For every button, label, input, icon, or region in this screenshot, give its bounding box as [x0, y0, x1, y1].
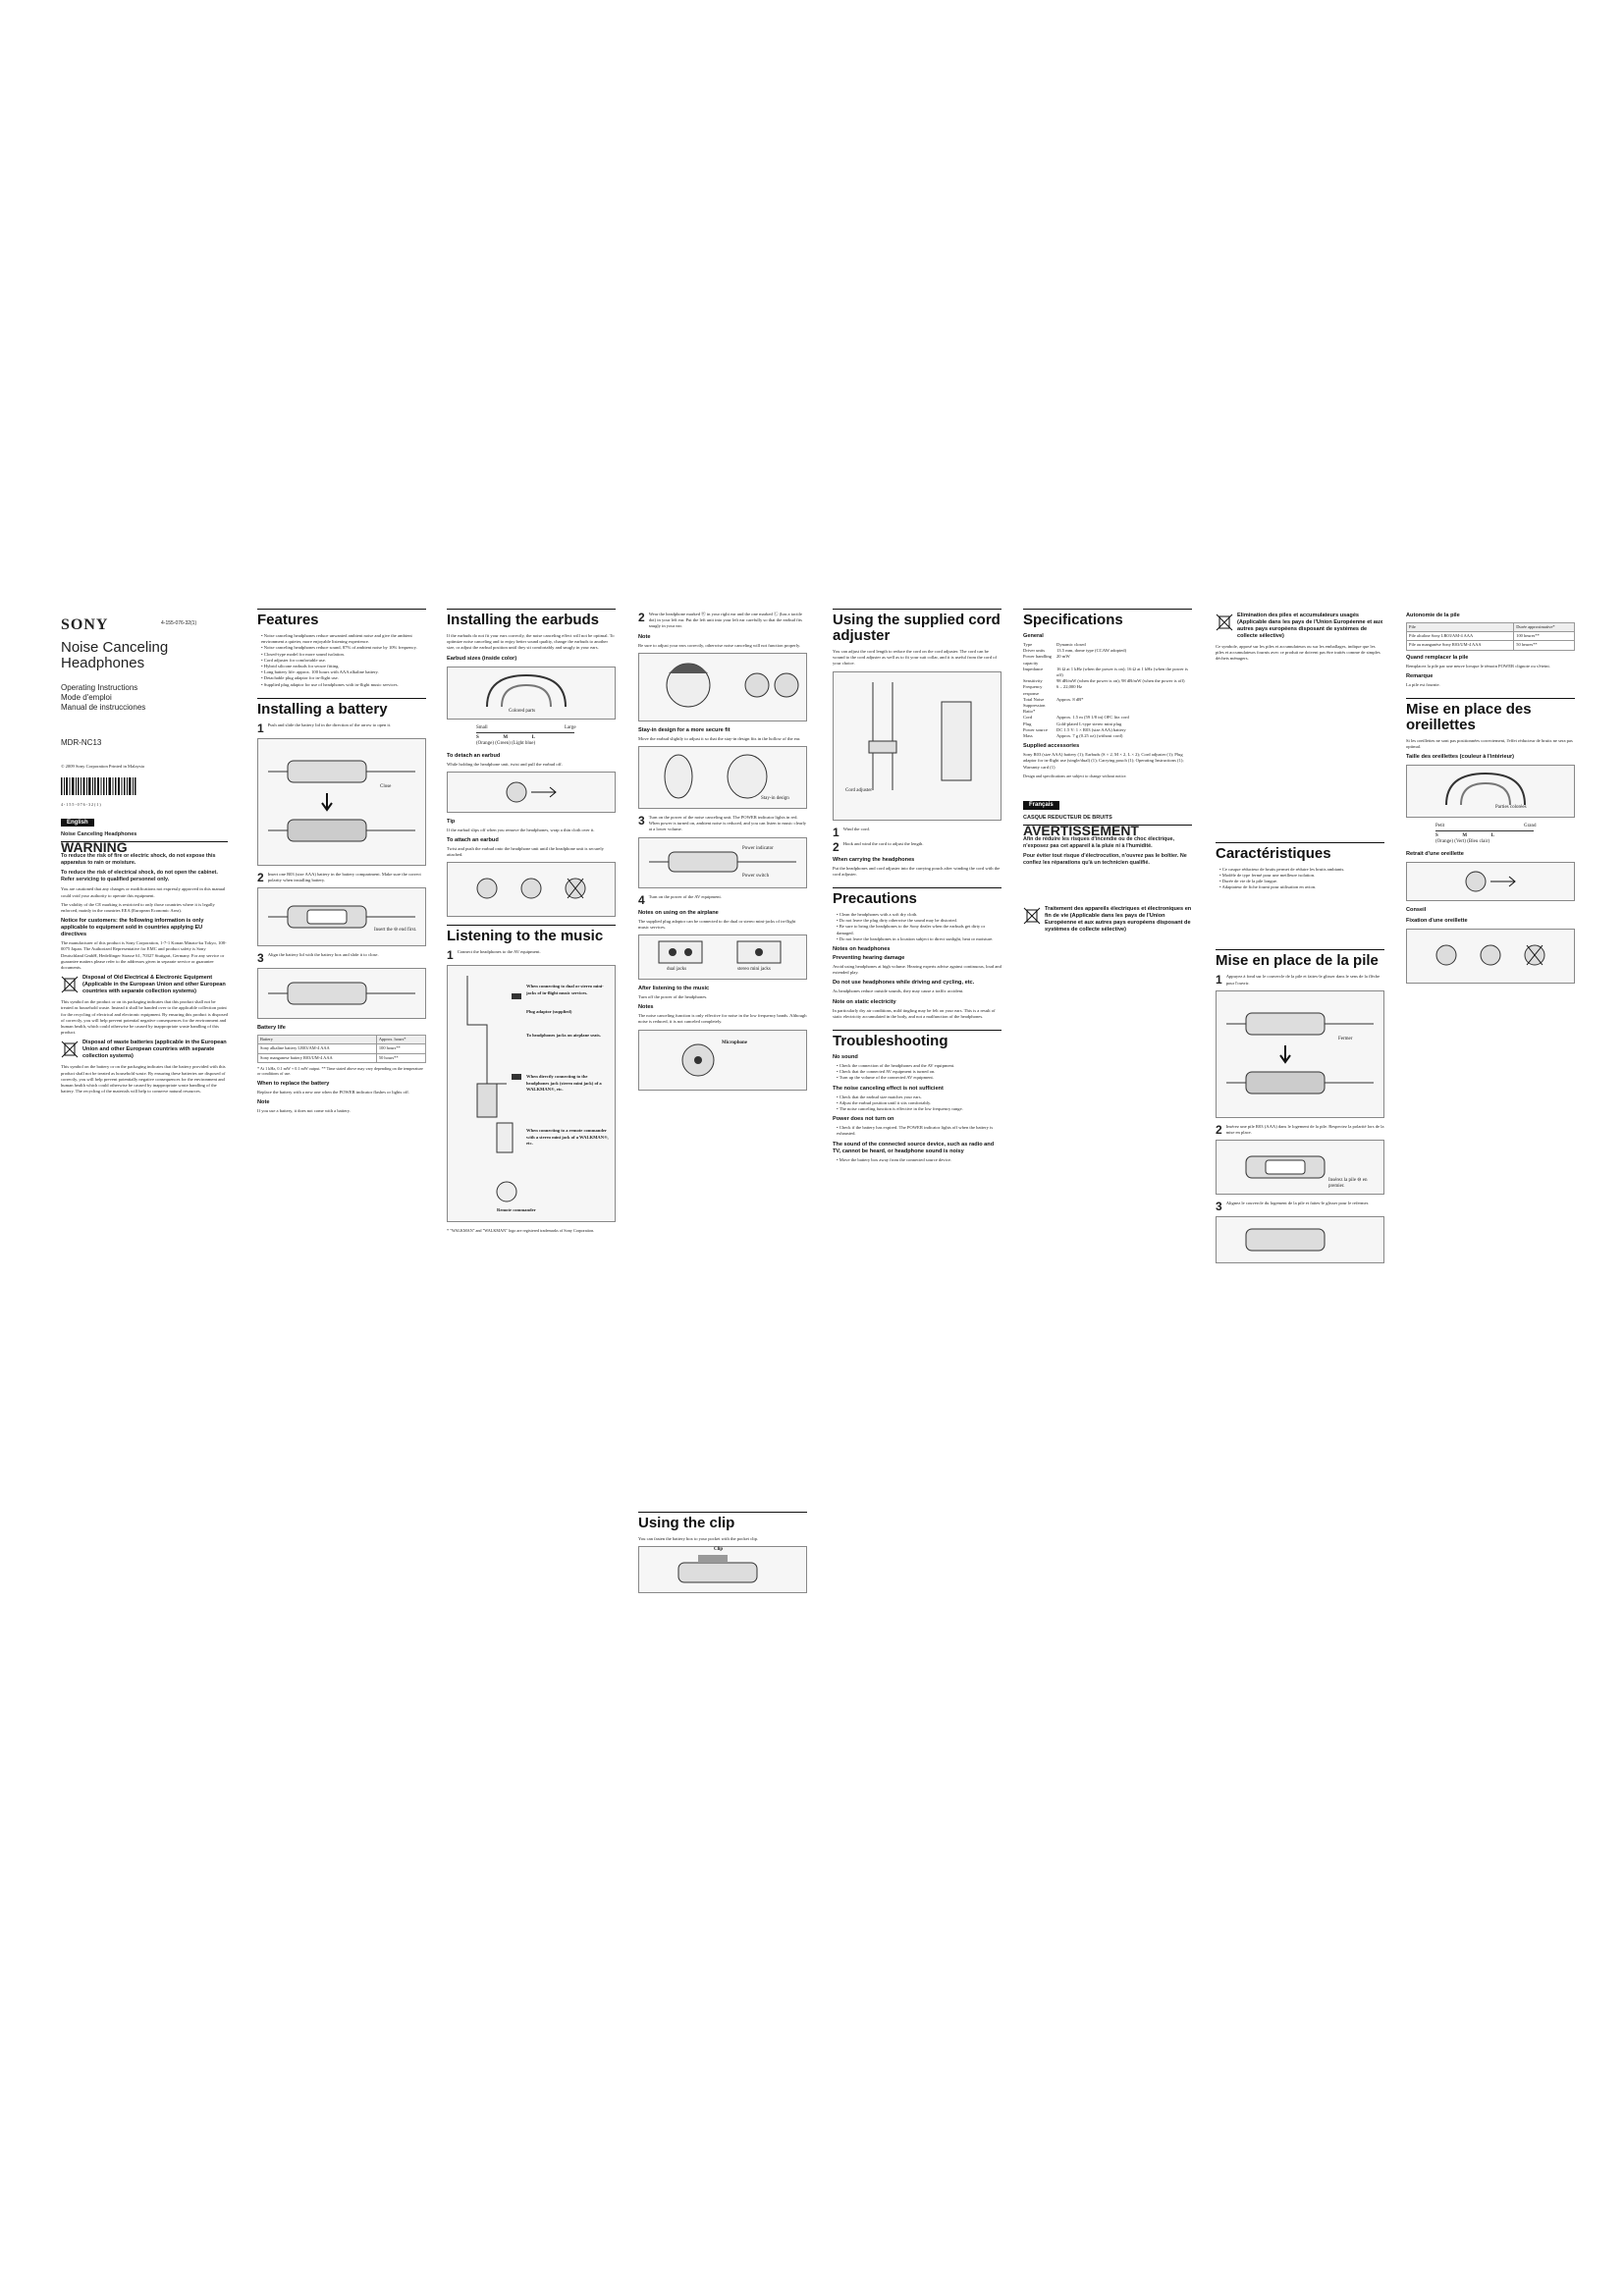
- carry-head: When carrying the headphones: [833, 856, 915, 863]
- trouble-item: • Check that the connected AV equipment is turned on.: [837, 1069, 1001, 1075]
- hearing-sub: Preventing hearing damage: [833, 955, 905, 962]
- supplied-body: Sony R03 (size AAA) battery (1); Earbuds (S × 2, M × 2, L × 2); Cord adjuster (1); Plug adaptor for in-flight use (single/dual) (1); Carrying pouch (1); Operating Instructions (1); Warranty card (1): [1023, 752, 1184, 770]
- cord-adjuster-label: Cord adjuster: [845, 787, 873, 793]
- fr-warning-title: AVERTISSEMENT: [1023, 825, 1192, 833]
- fr-bin-body: Ce symbole, apposé sur les piles et accumulateurs ou sur les emballages, indique que les piles et accumulateurs fournis avec ce produit ne doivent pas être traités comme de simples déchets ménagers.: [1216, 644, 1380, 662]
- crossed-battery-bin-icon: [61, 1040, 79, 1059]
- table-cell: Sony manganese battery R03/UM-4 AAA: [258, 1053, 377, 1062]
- feature-item: • Hybrid silicone earbuds for secure fitting.: [261, 664, 426, 669]
- fr-size-colors: (Orange) (Vert) (Bleu clair): [1435, 839, 1490, 845]
- trouble-item: • Move the battery box away from the connected source device.: [837, 1157, 1001, 1163]
- clip-body: You can fasten the battery box to your pocket with the pocket clip.: [638, 1536, 759, 1541]
- features-column: Features • Noise canceling headphones reduce unwanted ambient noise and give the ambient environment a quieter, more enjoyable listening experience. • Noise canceling headphones reduce sound, 87% of ambient noise by 10% frequency. • Closed-type model for more sound isolation. • Cord adjuster for comfortable use. • Hybrid silicone earbuds for secure fitting. • Long battery life: approx. 100 hours with AAA alkaline battery. • Detachable plug adaptor for in-flight use. • Supplied plug adaptor for use of headphones with in-flight music services. Installing a battery 1 Push and slide the battery lid in the direction of the arrow to open it. Close 2 Insert one R03 (size AAA) battery in the battery compartment. Make sure the correct polarity when installing battery. Insert the ⊖ end first. 3 Align the battery lid with the battery box and slide it to close. Battery life Battery Approx. hours* Sony alkaline battery LR03/AM-4 AAA 100 hours** Sony manganese battery R03/UM-4 AAA 50 hours** * At 1 kHz, 0.1 mW + 0.1 mW output. ** Time stated above may vary depending on the temperature or conditions of use. When to replace the battery Replace the battery with a new one when the POWER indicator flashes or lights off. Note If you use a battery, it does not come with a battery.: [257, 609, 426, 1117]
- fr-earbuds-column: [1406, 609, 1575, 989]
- connection-illustration: [447, 965, 616, 1222]
- wear-step-2: Wear the headphone marked Ⓡ in your right ear and the one marked Ⓛ (has a tactile dot) in your left ear. Put the left unit into your left ear carefully so that the earbud fits snugly in your ear.: [648, 612, 802, 629]
- table-header: Battery: [258, 1036, 377, 1044]
- crossed-bin-icon: [1023, 906, 1041, 926]
- power-switch-illustration: [638, 837, 807, 888]
- size-small-label: Small: [476, 724, 488, 730]
- supplied-head: Supplied accessories: [1023, 743, 1080, 750]
- power-head: Power does not turn on: [833, 1116, 894, 1123]
- detach-illustration: [447, 772, 616, 813]
- size-l: L: [1490, 833, 1494, 839]
- doc-heading: Noise Canceling Headphones: [61, 831, 137, 838]
- fr-step-2: Insérez une pile R03 (AAA) dans le logement de la pile. Respectez la polarité lors de la mise en place.: [1225, 1123, 1384, 1136]
- replace-body: Replace the battery with a new one when the POWER indicator flashes or lights off.: [257, 1089, 409, 1095]
- trouble-item: • Check that the earbud size matches your ears.: [837, 1095, 1001, 1100]
- size-s: S: [1435, 833, 1438, 839]
- feature-item: • Noise canceling headphones reduce sound, 87% of ambient noise by 10% frequency.: [261, 645, 426, 651]
- size-m: M: [1462, 833, 1468, 839]
- spec-row: Plug Gold-plated L-type stereo mini plug: [1023, 721, 1122, 726]
- wear-note-body: Be sure to adjust your ears correctly, otherwise noise canceling will not function properly.: [638, 642, 801, 648]
- notes-head: Notes: [638, 1004, 654, 1011]
- feature-item: • Supplied plug adaptor for use of headphones with in-flight music services.: [261, 682, 426, 688]
- airplane-head: Notes on using on the airplane: [638, 909, 719, 916]
- fr-warning-1: Afin de réduire les risques d'incendie ou de choc électrique, n'exposez pas cet appareil à la pluie ni à l'humidité.: [1023, 835, 1175, 849]
- cover-column: [61, 609, 228, 1097]
- eu-notice-head: Notice for customers: the following information is only applicable to equipment sold in countries applying EU directives: [61, 918, 204, 938]
- fr-step-1: Appuyez à fond sur le couvercle de la pile et faites-le glisser dans le sens de la flèche pour l'ouvrir.: [1225, 974, 1380, 986]
- ce-text: The validity of the CE marking is restricted to only those countries where it is legally enforced, mainly in the countries EEA (European Economic Area).: [61, 901, 215, 914]
- spec-row: Sensitivity 98 dB/mW (when the power is on); 98 dB/mW (when the power is off): [1023, 678, 1185, 684]
- battery-notes: * At 1 kHz, 0.1 mW + 0.1 mW output. ** Time stated above may vary depending on the temperature or conditions of use.: [257, 1065, 423, 1077]
- size-l: L: [531, 734, 535, 740]
- battery-life-head: Battery life: [257, 1025, 286, 1032]
- battery-step-3: Align the battery lid with the battery box and slide it to close.: [267, 952, 379, 958]
- subtitle-fr: Mode d'emploi: [61, 693, 112, 702]
- lang-tag-english: English: [61, 819, 94, 827]
- microphone-label: Microphone: [722, 1040, 748, 1045]
- earbud-sizes-head: Earbud sizes (inside color): [447, 655, 517, 662]
- stay-in-body: Move the earbud slightly to adjust it so that the stay-in design fits in the hollow of the ear.: [638, 735, 801, 741]
- fr-feature-item: • Durée de vie de la pile longue.: [1219, 879, 1384, 884]
- crossed-bin-icon: [61, 975, 79, 994]
- fr-colored-parts-label: Parties colorées: [1495, 805, 1527, 811]
- spec-row: Power source DC 1.5 V: 1 × R03 (size AAA) battery: [1023, 726, 1126, 732]
- precaution-item: • Be sure to bring the headphones to the Sony dealer when the earbuds get dirty or damaged.: [837, 924, 1001, 935]
- battery-open-illustration: [257, 738, 426, 866]
- fr-attach-illustration: [1406, 929, 1575, 984]
- install-battery-title: Installing a battery: [257, 698, 426, 718]
- listening-step-1: Connect the headphones to the AV equipment.: [457, 949, 541, 955]
- fr-feature-item: • Adaptateur de fiche fourni pour utilisation en avion.: [1219, 884, 1384, 890]
- battery-disposal-body: This symbol on the battery or on the packaging indicates that the battery provided with this product shall not be treated as household waste. By ensuring these batteries are disposed of correctly, you will help prevent potentially negative consequences for the environment and human health which could otherwise be caused by inappropriate waste handling of the battery. The recycling of the materials will help to conserve natural resources.: [61, 1064, 226, 1095]
- fr-earbuds-body: Si les oreillettes ne sont pas positionnées correctement, l'effet réducteur de bruits ne sera pas optimal.: [1406, 738, 1573, 750]
- warning-2: To reduce the risk of electrical shock, do not open the cabinet. Refer servicing to qualified personnel only.: [61, 870, 218, 883]
- table-header: Pile: [1407, 623, 1514, 632]
- stay-in-label: Stay-in design: [761, 796, 789, 802]
- fr-features-title: Caractéristiques: [1216, 842, 1384, 862]
- detach-body: While holding the headphone unit, twist and pull the earbud off.: [447, 761, 563, 767]
- feature-item: • Cord adjuster for comfortable use.: [261, 658, 426, 664]
- cord-step-1: Wind the cord.: [842, 826, 870, 831]
- table-row: [1407, 641, 1575, 650]
- size-s: S: [476, 734, 479, 740]
- fr-battery-life-table: [1406, 622, 1575, 651]
- fr-earbuds-title: Mise en place des oreillettes: [1406, 698, 1575, 733]
- warning-1: To reduce the risk of fire or electric shock, do not expose this apparatus to rain or moisture.: [61, 853, 216, 867]
- fr-feature-item: • Modèle de type fermé pour une meilleure isolation.: [1219, 873, 1384, 879]
- airplane-body: The supplied plug adaptor can be connected to the dual or stereo mini-jacks of in-flight music services.: [638, 918, 796, 930]
- precautions-title: Precautions: [833, 887, 1001, 907]
- earbud-sizes-illustration: [447, 667, 616, 720]
- fr-bin-head: Elimination des piles et accumulateurs usagés (Applicable dans les pays de l'Union Européenne et aux autres pays européens disposant de systèmes de collecte sélective): [1237, 613, 1383, 639]
- power-indicator-label: Power indicator: [742, 845, 774, 851]
- dual-jacks-label: dual jacks: [667, 967, 687, 973]
- fr-earbud-size-scale: [1406, 824, 1575, 847]
- earbuds-title: Installing the earbuds: [447, 609, 616, 628]
- wear-step-4: Turn on the power of the AV equipment.: [648, 893, 722, 899]
- spec-row: Total Noise Suppression Ratio* Approx. 8 dB*: [1023, 696, 1084, 715]
- wear-column: 2 Wear the headphone marked Ⓡ in your right ear and the one marked Ⓛ (has a tactile dot) in your left ear. Put the left unit into your left ear carefully so that the earbud fits snugly in your ear. Note Be sure to adjust your ears correctly, otherwise noise canceling will not function properly. Stay-in design for a more secure fit Move the earbud slightly to adjust it so that the stay-in design fits in the hollow of the ear. Stay-in design 3 Turn on the power of the noise canceling unit. The POWER indicator lights in red. When power is turned on, ambient noise is reduced, and you can listen to music clearly at a lower volume. Power indicator Power switch 4 Turn on the power of the AV equipment. Notes on using on the airplane The supplied plug adaptor can be connected to the dual or stereo mini-jacks of in-flight music services. dual jacks stereo mini jacks After listening to the music Turn off the power of the headphones. Notes The noise canceling function is only effective for noise in the low frequency bands. Although noise is reduced, it is not canceled completely. Microphone: [638, 609, 807, 1096]
- table-cell: 50 hours**: [376, 1053, 425, 1062]
- fr-battery-insert-illustration: [1216, 1140, 1384, 1195]
- tip-body: If the earbud slips off when you remove the headphones, wrap a thin cloth over it.: [447, 827, 595, 832]
- warning-body: You are cautioned that any changes or modifications not expressly approved in this manual could void your authority to operate this equipment.: [61, 886, 226, 898]
- fr-eee-head: Traitement des appareils électriques et électroniques en fin de vie (Applicable dans les pays de l'Union Européenne et aux autres pays européens disposant de systèmes de collecte sélective): [1045, 905, 1192, 933]
- dual-label: When connecting to dual or stereo mini-jacks of in-flight music services.: [526, 984, 604, 995]
- driving-body: As headphones reduce outside sounds, they may cause a traffic accident.: [833, 988, 964, 994]
- fr-detach-head: Retrait d'une oreillette: [1406, 851, 1464, 858]
- wear-step-3: Turn on the power of the noise canceling unit. The POWER indicator lights in red. When power is turned on, ambient noise is reduced, and you can listen to music clearly at a lower volume.: [648, 815, 807, 832]
- table-header: Approx. hours*: [376, 1036, 425, 1044]
- trouble-item: • Turn up the volume of the connected AV equipment.: [837, 1075, 1001, 1081]
- fr-battery-column: Elimination des piles et accumulateurs usagés (Applicable dans les pays de l'Union Européenne et aux autres pays européens disposant de systèmes de collecte sélective) Ce symbole, apposé sur les piles et accumulateurs ou sur les emballages, indique que les piles et accumulateurs fournis avec ce produit ne doivent pas être traités comme de simples déchets ménagers. Caractéristiques • Ce casque réducteur de bruits permet de réduire les bruits ambiants. • Modèle de type fermé pour une meilleure isolation. • Durée de vie de la pile longue. • Adaptateur de fiche fourni pour utilisation en avion. Mise en place de la pile 1 Appuyez à fond sur le couvercle de la pile et faites-le glisser dans le sens de la flèche pour l'ouvrir. Fermer 2 Insérez une pile R03 (AAA) dans le logement de la pile. Respectez la polarité lors de la mise en place. Insérez la pile ⊖ en premier. 3 Alignez le couvercle du logement de la pile et faites-le glisser pour le refermer.: [1216, 609, 1384, 1269]
- spec-row: Driver units 13.5 mm, dome type (CCAW adopted): [1023, 648, 1127, 654]
- fr-feature-item: • Ce casque réducteur de bruits permet de réduire les bruits ambiants.: [1219, 867, 1384, 873]
- battery-insert-illustration: [257, 887, 426, 946]
- sound-head: The sound of the connected source device, such as radio and TV, cannot be heard, or headphone sound is noisy: [833, 1141, 995, 1154]
- close-label: Close: [380, 783, 392, 789]
- product-title: Noise Canceling Headphones: [61, 639, 169, 671]
- stereo-mini-label: stereo mini jacks: [737, 967, 771, 973]
- clip-title: Using the clip: [638, 1512, 807, 1531]
- eu-notice-body: The manufacturer of this product is Sony Corporation, 1-7-1 Konan Minato-ku Tokyo, 108-0075 Japan. The Authorized Representative for EMC and product safety is Sony Deutschland GmbH, Hedelfinger Strasse 61, 70327 Stuttgart, Germany. For any service or guarantee matters please refer to the addresses given in separate service or guarantee documents.: [61, 940, 227, 971]
- battery-close-illustration: [257, 968, 426, 1019]
- specs-title: Specifications: [1023, 609, 1192, 628]
- carry-body: Put the headphones and cord adjuster into the carrying pouch after winding the cord with the cord adjuster.: [833, 865, 1001, 877]
- table-cell: 100 hours**: [376, 1044, 425, 1053]
- listening-title: Listening to the music: [447, 925, 616, 944]
- fr-battery-title: Mise en place de la pile: [1216, 949, 1384, 969]
- fr-insert-label: Insérez la pile ⊖ en premier.: [1328, 1178, 1368, 1190]
- disposal-body: This symbol on the product or on its packaging indicates that this product shall not be treated as household waste. Instead it shall be handed over to the applicable collection point for the recycling of electrical and electronic equipment. By ensuring this product is disposed of correctly, you will help prevent potential negative consequences for the environment and human health, which could otherwise be caused by inappropriate waste handling of this product.: [61, 999, 228, 1036]
- fr-sizes-head: Taille des oreillettes (couleur à l'intérieur): [1406, 754, 1515, 761]
- copyright: © 2009 Sony Corporation Printed in Malaysia: [61, 764, 144, 770]
- table-cell: 100 heures**: [1514, 632, 1575, 641]
- static-body: In particularly dry air conditions, mild tingling may be felt on your ears. This is a result of static electricity accumulated in the body, and not a malfunction of the headphones.: [833, 1007, 996, 1019]
- remote-commander-label: Remote commander: [497, 1207, 536, 1213]
- fr-detach-illustration: [1406, 862, 1575, 901]
- walkman-footnote: * "WALKMAN" and "WALKMAN" logo are registered trademarks of Sony Corporation.: [447, 1228, 595, 1234]
- table-cell: Pile au manganèse Sony R03/UM-4 AAA: [1407, 641, 1514, 650]
- battery-step-2: Insert one R03 (size AAA) battery in the battery compartment. Make sure the correct polarity when installing battery.: [267, 871, 421, 883]
- wearing-illustration: [638, 653, 807, 721]
- table-cell: Pile alcaline Sony LR03/AM-4 AAA: [1407, 632, 1514, 641]
- precaution-item: • Clean the headphones with a soft dry cloth.: [837, 912, 1001, 918]
- lang-tag-french: Français: [1023, 801, 1059, 809]
- power-switch-label: Power switch: [742, 873, 770, 879]
- table-header: Durée approximative*: [1514, 623, 1575, 632]
- to-headphones-label: To headphones jacks on airplane seats.: [526, 1033, 601, 1039]
- earbuds-column: Installing the earbuds If the earbuds do not fit your ears correctly, the noise canceling effect will not be optimal. To optimize noise canceling and to enjoy better sound quality, change the earbuds to another size, or adjust the earbud position until they sit comfortably and snugly in your ears. Earbud sizes (inside color) Colored parts Small Large S M L (Orange) (Green) (Light blue) To detach an earbud While holding the headphone unit, twist and pull the earbud off. Tip If the earbud slips off when you remove the headphones, wrap a thin cloth over it. To attach an earbud Twist and push the earbud onto the headphone unit until the headphone unit is securely attached. Listening to the music 1 Connect the headphones to the AV equipment. When connecting to dual or stereo mini-jacks of in-flight music services. Plug adaptor (supplied) To headphones jacks on airplane seats. When directly connecting to the headphones jack (stereo mini jack) of a WALKMAN®, etc. When connecting to a remote commander with a stereo mini jack of a WALKMAN®, etc. Remote commander * "WALKMAN" and "WALKMAN" logo are registered trademarks of Sony Corporation.: [447, 609, 616, 1237]
- subtitle-es: Manual de instrucciones: [61, 703, 146, 712]
- insert-label: Insert the ⊖ end first.: [374, 928, 417, 934]
- replace-head: When to replace the battery: [257, 1080, 330, 1087]
- spec-list: [1023, 642, 1192, 739]
- part-number: 4-155-076-32(1): [161, 620, 197, 626]
- stay-in-head: Stay-in design for a more secure fit: [638, 726, 731, 733]
- clip-illustration: [638, 1546, 807, 1593]
- feature-item: • Detachable plug adaptor for in-flight use.: [261, 675, 426, 681]
- disposal-head: Disposal of Old Electrical & Electronic Equipment (Applicable in the European Union and other European countries with separate collection systems): [82, 975, 226, 995]
- cord-title: Using the supplied cord adjuster: [833, 609, 1001, 644]
- battery-step-1: Push and slide the battery lid in the direction of the arrow to open it.: [267, 721, 392, 727]
- spec-row: Cord Approx. 1.5 m (59 1/8 in) OFC litz cord: [1023, 715, 1129, 721]
- fr-step-3: Alignez le couvercle du logement de la pile et faites-le glisser pour le refermer.: [1225, 1201, 1370, 1206]
- colored-parts-label: Colored parts: [509, 708, 536, 714]
- design-note: Design and specifications are subject to change without notice.: [1023, 773, 1127, 778]
- hearing-body: Avoid using headphones at high volume. Hearing experts advise against continuous, loud and extended play.: [833, 964, 1001, 976]
- spec-row: Frequency response 6 – 22,000 Hz: [1023, 684, 1083, 696]
- features-list: [257, 633, 426, 688]
- barcode: [61, 777, 228, 807]
- nc-head: The noise canceling effect is not sufficient: [833, 1085, 944, 1092]
- cord-adjuster-illustration: [833, 671, 1001, 821]
- fr-size-small-label: Petit: [1435, 824, 1445, 829]
- driving-head: Do not use headphones while driving and cycling, etc.: [833, 980, 975, 987]
- fr-remark-body: La pile est fournie.: [1406, 681, 1440, 687]
- spec-row: Power handling capacity 20 mW: [1023, 654, 1070, 666]
- attach-body: Twist and push the earbud onto the headphone unit until the headphone unit is securely attached.: [447, 846, 604, 858]
- after-head: After listening to the music: [638, 986, 710, 992]
- feature-item: • Long battery life: approx. 100 hours with AAA alkaline battery.: [261, 669, 426, 675]
- trouble-item: • The noise canceling function is effective in the low frequency range.: [837, 1106, 1001, 1112]
- airplane-jack-illustration: [638, 934, 807, 980]
- fr-tip-head: Conseil: [1406, 907, 1427, 914]
- fr-remark-head: Remarque: [1406, 672, 1434, 679]
- hearing-head: Notes on headphones: [833, 946, 891, 953]
- barcode-number: 4 - 1 5 5 - 0 7 6 - 3 2 ( 1 ): [61, 801, 101, 807]
- precaution-item: • Do not leave the headphones in a location subject to direct sunlight, heat or moisture.: [837, 936, 1001, 942]
- fr-doc-heading: CASQUE REDUCTEUR DE BRUITS: [1023, 814, 1112, 821]
- features-title: Features: [257, 609, 426, 628]
- precaution-item: • Do not leave the plug dirty otherwise the sound may be distorted.: [837, 918, 1001, 924]
- cord-step-2: Hook and wind the cord to adjust the length.: [842, 840, 924, 846]
- cord-body: You can adjust the cord length to reduce the cord on the cord adjuster. The cord can be wound to the cord adjuster as well as to fit your suit collar, and it is useful from the cord of your choice.: [833, 649, 998, 667]
- clip-label: Clip: [714, 1547, 724, 1553]
- subtitle-en: Operating Instructions: [61, 683, 138, 692]
- earbud-size-scale: [447, 725, 616, 749]
- wear-note-head: Note: [638, 633, 651, 640]
- table-row: [1407, 632, 1575, 641]
- spec-row: Type Dynamic closed: [1023, 642, 1086, 647]
- table-row: [258, 1044, 426, 1053]
- fr-close-label: Fermer: [1338, 1036, 1353, 1041]
- note-head: Note: [257, 1099, 270, 1106]
- trouble-item: • Check the connection of the headphones and the AV equipment.: [837, 1063, 1001, 1069]
- feature-item: • Noise canceling headphones reduce unwanted ambient noise and give the ambient environment a quieter, more enjoyable listening experience.: [261, 633, 426, 645]
- trouble-item: • Check if the battery has expired. The POWER indicator lights off when the battery is exhausted.: [837, 1125, 1001, 1137]
- static-head: Note on static electricity: [833, 998, 896, 1005]
- detach-head: To detach an earbud: [447, 752, 501, 759]
- fr-size-large-label: Grand: [1524, 824, 1537, 829]
- fr-battery-open-illustration: [1216, 990, 1384, 1118]
- after-body: Turn off the power of the headphones.: [638, 994, 708, 1000]
- size-m: M: [503, 734, 509, 740]
- crossed-battery-bin-icon: [1216, 613, 1233, 632]
- fr-replace-head: Quand remplacer la pile: [1406, 654, 1469, 661]
- attach-illustration: [447, 862, 616, 917]
- spec-row: Impedance 16 Ω at 1 kHz (when the power is on); 16 Ω at 1 kHz (when the power is off): [1023, 666, 1188, 678]
- remote-label: When connecting to a remote commander with a stereo mini jack of a WALKMAN®, etc.: [526, 1128, 609, 1146]
- microphone-illustration: [638, 1030, 807, 1091]
- notes-body: The noise canceling function is only effective for noise in the low frequency bands. Although noise is reduced, it is not canceled completely.: [638, 1013, 807, 1025]
- warning-title: WARNING: [61, 841, 228, 850]
- fr-attach-head: Fixation d'une oreillette: [1406, 918, 1468, 925]
- fr-warning-2: Pour éviter tout risque d'électrocution, n'ouvrez pas le boîtier. Ne confiez les réparations qu'à un technicien qualifié.: [1023, 852, 1187, 866]
- sony-logo: SONY: [61, 616, 109, 633]
- feature-item: • Closed-type model for more sound isolation.: [261, 652, 426, 658]
- attach-head: To attach an earbud: [447, 837, 499, 844]
- direct-label: When directly connecting to the headphones jack (stereo mini jack) of a WALKMAN®, etc.: [526, 1074, 602, 1092]
- battery-disposal-head: Disposal of waste batteries (applicable in the European Union and other European countries with separate collection systems): [82, 1040, 227, 1060]
- table-row: [258, 1053, 426, 1062]
- no-sound-head: No sound: [833, 1054, 858, 1061]
- troubleshooting-title: Troubleshooting: [833, 1030, 1001, 1049]
- tip-head: Tip: [447, 818, 456, 825]
- fr-life-title: Autonomie de la pile: [1406, 613, 1460, 618]
- trouble-item: • Adjust the earbud position until it sits comfortably.: [837, 1100, 1001, 1106]
- spec-row: Mass Approx. 7 g (0.25 oz) (without cord): [1023, 733, 1123, 739]
- clip-section: [638, 1512, 807, 1599]
- note-body: If you use a battery, it does not come with a battery.: [257, 1108, 351, 1114]
- table-cell: 50 heures**: [1514, 641, 1575, 650]
- general-head: General: [1023, 633, 1044, 639]
- battery-life-table: [257, 1035, 426, 1063]
- model-number: MDR-NC13: [61, 738, 102, 747]
- size-large-label: Large: [565, 724, 576, 730]
- plug-adaptor-label: Plug adaptor (supplied): [526, 1009, 572, 1015]
- earbuds-body: If the earbuds do not fit your ears correctly, the noise canceling effect will not be optimal. To optimize noise canceling and to enjoy better sound quality, change the earbuds to another size, or adjust the earbud position until they sit comfortably and snugly in your ears.: [447, 633, 615, 651]
- cord-column: Using the supplied cord adjuster You can adjust the cord length to reduce the cord on the cord adjuster. The cord can be wound to the cord adjuster as well as to fit your suit collar, and it is useful from the cord of your choice. Cord adjuster 1 Wind the cord. 2 Hook and wind the cord to adjust the length. When carrying the headphones Put the headphones and cord adjuster into the carrying pouch after winding the cord with the cord adjuster. Precautions • Clean the headphones with a soft dry cloth. • Do not leave the plug dirty otherwise the sound may be distorted. • Be sure to bring the headphones to the Sony dealer when the earbuds get dirty or damaged. • Do not leave the headphones in a location subject to direct sunlight, heat or moisture. Notes on headphones Preventing hearing damage Avoid using headphones at high volume. Hearing experts advise against continuous, loud and extended play. Do not use headphones while driving and cycling, etc. As headphones reduce outside sounds, they may cause a traffic accident. Note on static electricity In particularly dry air conditions, mild tingling may be felt on your ears. This is a result of static electricity accumulated in the body, and not a malfunction of the headphones. Troubleshooting No sound • Check the connection of the headphones and the AV equipment. • Check that the connected AV equipment is turned on. • Turn up the volume of the connected AV equipment. The noise canceling effect is not sufficient • Check that the earbud size matches your ears. • Adjust the earbud position until it sits comfortably. • The noise canceling function is effective in the low frequency range. Power does not turn on • Check if the battery has expired. The POWER indicator lights off when the battery is exhausted. The sound of the connected source device, such as radio and TV, cannot be heard, or headphone sound is noisy • Move the battery box away from the connected source device.: [833, 609, 1001, 1163]
- table-cell: Sony alkaline battery LR03/AM-4 AAA: [258, 1044, 377, 1053]
- fr-earbud-sizes-illustration: [1406, 765, 1575, 818]
- fr-replace-body: Remplacez la pile par une neuve lorsque le témoin POWER clignote ou s'éteint.: [1406, 663, 1550, 668]
- size-colors: (Orange) (Green) (Light blue): [476, 740, 536, 746]
- specs-column: [1023, 609, 1192, 937]
- fr-battery-close-illustration: [1216, 1216, 1384, 1263]
- stay-in-illustration: [638, 746, 807, 809]
